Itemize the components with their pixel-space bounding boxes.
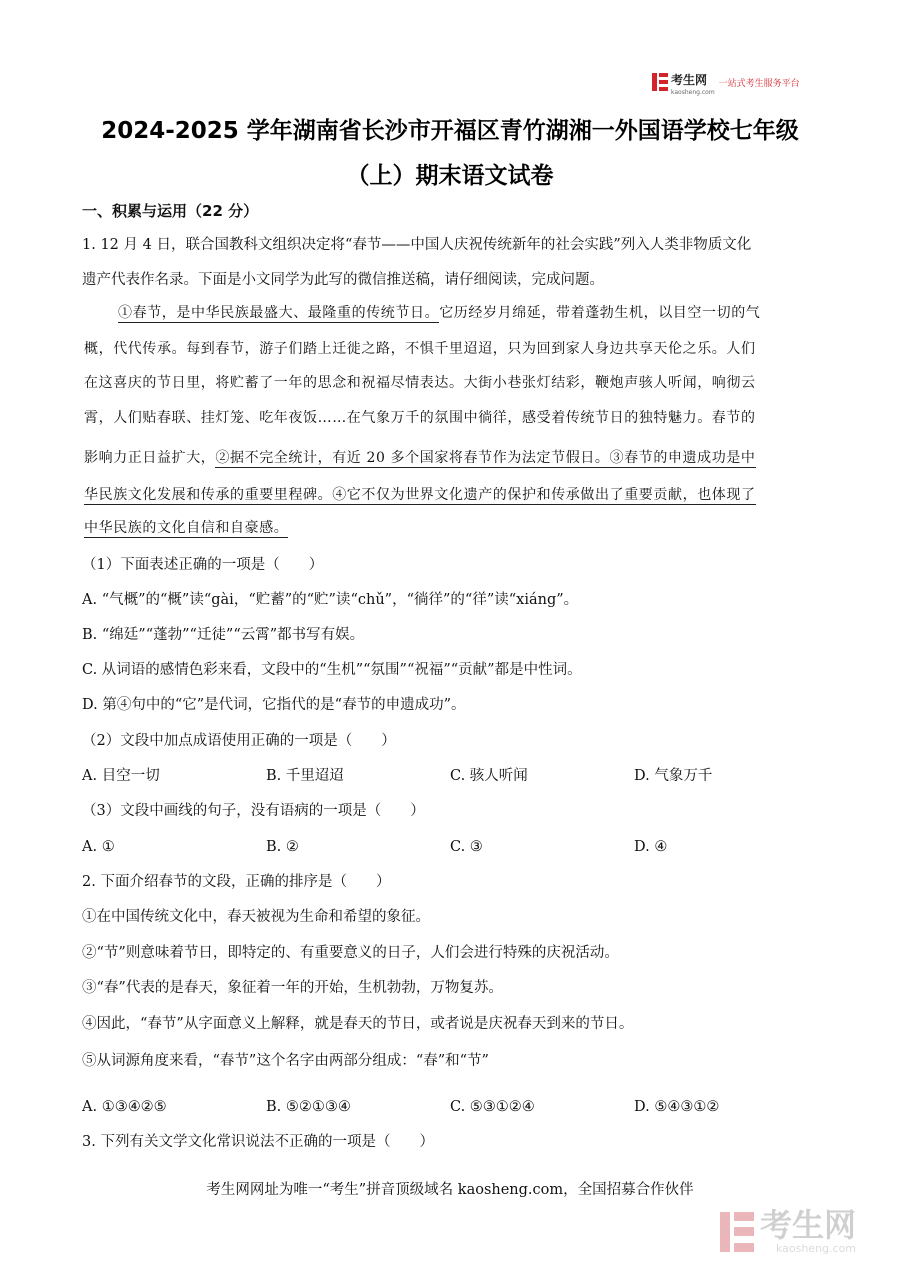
q1-sub2-option-c[interactable]: C. 骇人听闻 — [450, 768, 528, 784]
header-logo — [652, 70, 800, 94]
q2-item-4: ④因此，“春节”从字面意义上解释，就是春天的节日，或者说是庆祝春天到来的节日。 — [82, 1016, 634, 1032]
q1-sub1-option-c[interactable]: C. 从词语的感情色彩来看，文段中的“生机”“氛围”“祝福”“贡献”都是中性词。 — [82, 662, 582, 678]
underlined-sentence-4-end: 中华民族的文化自信和自豪感。 — [84, 520, 289, 536]
passage-line: 概，代代传承。每到春节，游子们踏上迁徙之路，不惧千里迢迢，只为回到家人身边共享天伦之乐。人们 — [84, 341, 756, 357]
underlined-sentence-3-4: 华民族文化发展和传承的重要里程碑。④它不仅为世界文化遗产的保护和传承做出了重要贡献，也体现了 — [84, 487, 756, 503]
q1-sub3-option-a[interactable]: A. ① — [82, 839, 115, 855]
q2-stem: 2. 下面介绍春节的文段，正确的排序是（ ） — [82, 874, 391, 890]
watermark-domain: kaosheng.com — [775, 1242, 857, 1255]
q1-sub1-option-d[interactable]: D. 第④句中的“它”是代词，它指代的是“春节的申遗成功”。 — [82, 697, 466, 713]
passage-line: ①春节，是中华民族最盛大、最隆重的传统节日。它历经岁月绵延，带着蓬勃生机，以目空一切的气 — [118, 305, 761, 321]
exam-title-line2: （上）期末语文试卷 — [346, 163, 554, 189]
q1-sub3-option-d[interactable]: D. ④ — [634, 839, 668, 855]
q1-sub3-option-b[interactable]: B. ② — [266, 839, 299, 855]
q1-sub2-option-b[interactable]: B. 千里迢迢 — [266, 768, 344, 784]
passage-line — [84, 485, 756, 505]
q1-sub2-option-a[interactable]: A. 目空一切 — [82, 768, 160, 784]
q2-item-5: ⑤从词源角度来看，“春节”这个名字由两部分组成：“春”和“节” — [82, 1053, 489, 1069]
watermark-logo-icon — [720, 1212, 754, 1252]
q2-option-d[interactable]: D. ⑤④③①② — [634, 1099, 720, 1115]
q1-sub2-stem: （2）文段中加点成语使用正确的一项是（ ） — [82, 733, 396, 749]
q1-sub2-option-d[interactable]: D. 气象万千 — [634, 768, 713, 784]
passage-line: 霄，人们贴春联、挂灯笼、吃年夜饭……在气象万千的氛围中徜徉，感受着传统节日的独特魅力。春节的 — [84, 410, 756, 426]
underlined-sentence-2-3: ②据不完全统计，有近 20 多个国家将春节作为法定节假日。③春节的申遗成功是中 — [215, 450, 756, 466]
q1-sub1-option-b[interactable]: B. “绵廷”“蓬勃”“迁徒”“云霄”都书写有娱。 — [82, 627, 365, 643]
passage-line: 影响力正日益扩大，②据不完全统计，有近 20 多个国家将春节作为法定节假日。③春节的申遗成功是中 — [84, 450, 756, 466]
underlined-sentence-1: ①春节，是中华民族最盛大、最隆重的传统节日。 — [118, 305, 440, 321]
q1-intro-line2: 遗产代表作名录。下面是小文同学为此写的微信推送稿，请仔细阅读，完成问题。 — [82, 272, 604, 288]
q1-sub1-stem: （1）下面表述正确的一项是（ ） — [82, 557, 324, 573]
q3-stem: 3. 下列有关文学文化常识说法不正确的一项是（ ） — [82, 1134, 434, 1150]
q1-sub1-option-a[interactable]: A. “气概”的“概”读“gài，“贮蓄”的“贮”读“chǔ”，“徜徉”的“徉”读“xiáng”。 — [82, 592, 579, 608]
q1-sub3-option-c[interactable]: C. ③ — [450, 839, 483, 855]
passage-line: 在这喜庆的节日里，将贮蓄了一年的思念和祝福尽情表达。大街小巷张灯结彩，鞭炮声骇人听闻，响彻云 — [84, 375, 756, 391]
exam-title-line1: 2024-2025 学年湖南省长沙市开福区青竹湖湘一外国语学校七年级 — [101, 118, 799, 144]
logo-domain: kaosheng.com — [671, 88, 715, 96]
passage-line — [84, 518, 288, 538]
q1-intro-line1: 1. 12 月 4 日，联合国教科文组织决定将“春节——中国人庆祝传统新年的社会实践”列入人类非物质文化 — [82, 237, 752, 253]
q1-sub3-stem: （3）文段中画线的句子，没有语病的一项是（ ） — [82, 803, 425, 819]
q2-item-1: ①在中国传统文化中，春天被视为生命和希望的象征。 — [82, 909, 430, 925]
q2-option-b[interactable]: B. ⑤②①③④ — [266, 1099, 351, 1115]
header-slogan: 一站式考生服务平台 — [718, 78, 800, 89]
q2-option-a[interactable]: A. ①③④②⑤ — [82, 1099, 167, 1115]
q2-item-2: ②“节”则意味着节日，即特定的、有重要意义的日子，人们会进行特殊的庆祝活动。 — [82, 945, 619, 961]
q2-item-3: ③“春”代表的是春天，象征着一年的开始，生机勃勃，万物复苏。 — [82, 980, 503, 996]
page-footer: 考生网网址为唯一“考生”拼音顶级域名 kaosheng.com，全国招募合作伙伴 — [206, 1182, 694, 1198]
watermark-name: 考生网 — [760, 1206, 857, 1244]
kaosheng-logo-icon — [652, 73, 668, 91]
logo-name: 考生网 — [671, 72, 708, 87]
watermark — [720, 1208, 856, 1255]
q2-option-c[interactable]: C. ⑤③①②④ — [450, 1099, 535, 1115]
section-heading: 一、积累与运用（22 分） — [82, 202, 259, 220]
